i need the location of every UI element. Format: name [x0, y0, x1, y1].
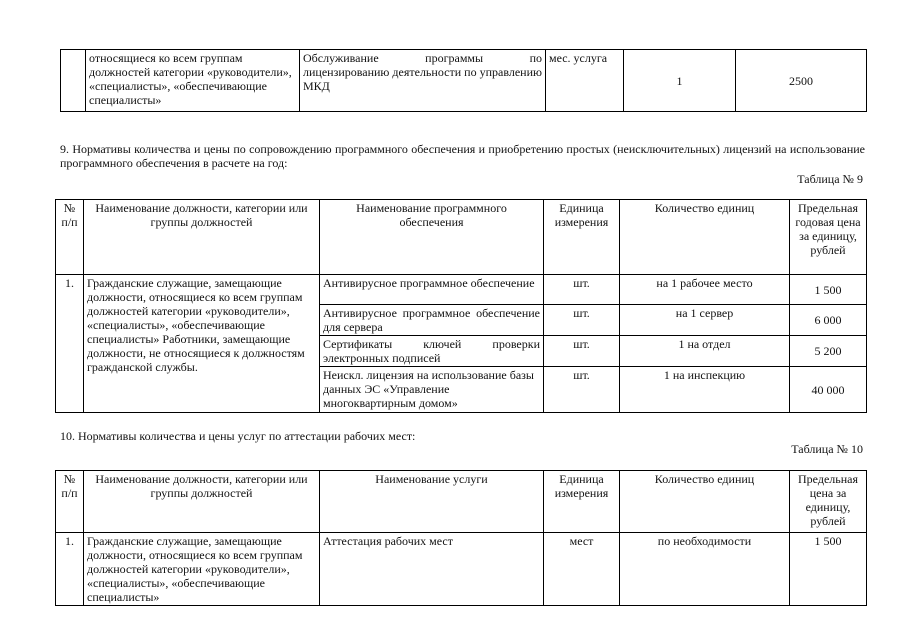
- unit-cell: шт.: [544, 275, 620, 305]
- table10-label: Таблица № 10: [791, 442, 863, 456]
- software-name: Неискл. лицензия на использование базы данных ЭС «Управление многоквартирным домом»: [320, 367, 544, 413]
- table-row: [56, 533, 867, 606]
- unit-cell: шт.: [544, 367, 620, 413]
- table10-header-row: [56, 471, 867, 533]
- unit-cell: мес. услуга: [546, 50, 624, 112]
- header-software: Наименование программного обеспечения: [320, 200, 544, 275]
- header-unit: Единица измерения: [544, 200, 620, 275]
- top-table: [60, 49, 867, 112]
- row-num: 1.: [56, 275, 84, 413]
- software-name: Антивирусное программное обеспечение для сервера: [320, 305, 544, 336]
- quantity-cell: 1 на инспекцию: [620, 367, 790, 413]
- header-service: Наименование услуги: [320, 471, 544, 533]
- service-cell: Аттестация рабочих мест: [320, 533, 544, 606]
- quantity-cell: 1 на отдел: [620, 336, 790, 367]
- unit-cell: шт.: [544, 336, 620, 367]
- price-cell: 6 000: [790, 305, 867, 336]
- quantity-cell: на 1 рабочее место: [620, 275, 790, 305]
- header-num: № п/п: [56, 200, 84, 275]
- service-cell: Обслуживание программы по лицензированию деятельности по управлению МКД: [300, 50, 546, 112]
- header-position: Наименование должности, категории или группы должностей: [84, 471, 320, 533]
- quantity-cell: 1: [624, 50, 736, 112]
- num-cell: [61, 50, 86, 112]
- header-unit: Единица измерения: [544, 471, 620, 533]
- header-quantity: Количество единиц: [620, 471, 790, 533]
- header-price: Предельная годовая цена за единицу, рублей: [790, 200, 867, 275]
- table9: [55, 199, 867, 413]
- price-cell: 1 500: [790, 533, 867, 606]
- group-cell: относящиеся ко всем группам должностей категории «руководители», «специалисты», «обеспечивающие специалисты»: [86, 50, 300, 112]
- software-name: Сертификаты ключей проверки электронных подписей: [320, 336, 544, 367]
- price-cell: 40 000: [790, 367, 867, 413]
- table-row: [61, 50, 867, 112]
- quantity-cell: на 1 сервер: [620, 305, 790, 336]
- header-num: № п/п: [56, 471, 84, 533]
- section9-heading: 9. Нормативы количества и цены по сопровождению программного обеспечения и приобретению простых (неисключительных) лицензий на использование программного обеспечения в расчете на год:: [60, 142, 865, 170]
- price-cell: 2500: [736, 50, 867, 112]
- table9-label: Таблица № 9: [797, 172, 863, 186]
- header-quantity: Количество единиц: [620, 200, 790, 275]
- quantity-cell: по необходимости: [620, 533, 790, 606]
- price-cell: 5 200: [790, 336, 867, 367]
- header-price: Предельная цена за единицу, рублей: [790, 471, 867, 533]
- table-row: [56, 275, 867, 305]
- table9-header-row: [56, 200, 867, 275]
- unit-cell: шт.: [544, 305, 620, 336]
- row-num: 1.: [56, 533, 84, 606]
- table10: [55, 470, 867, 606]
- software-name: Антивирусное программное обеспечение: [320, 275, 544, 305]
- header-position: Наименование должности, категории или группы должностей: [84, 200, 320, 275]
- section10-heading: 10. Нормативы количества и цены услуг по аттестации рабочих мест:: [60, 429, 416, 443]
- position-cell: Гражданские служащие, замещающие должности, относящиеся ко всем группам должностей категории «руководители», «специалисты», «обеспечивающие специалисты»: [84, 533, 320, 606]
- unit-cell: мест: [544, 533, 620, 606]
- price-cell: 1 500: [790, 275, 867, 305]
- position-cell: Гражданские служащие, замещающие должности, относящиеся ко всем группам должностей категории «руководители», «специалисты», «обеспечивающие специалисты» Работники, замещающие должности, не относящиеся к должностям гражданской службы.: [84, 275, 320, 413]
